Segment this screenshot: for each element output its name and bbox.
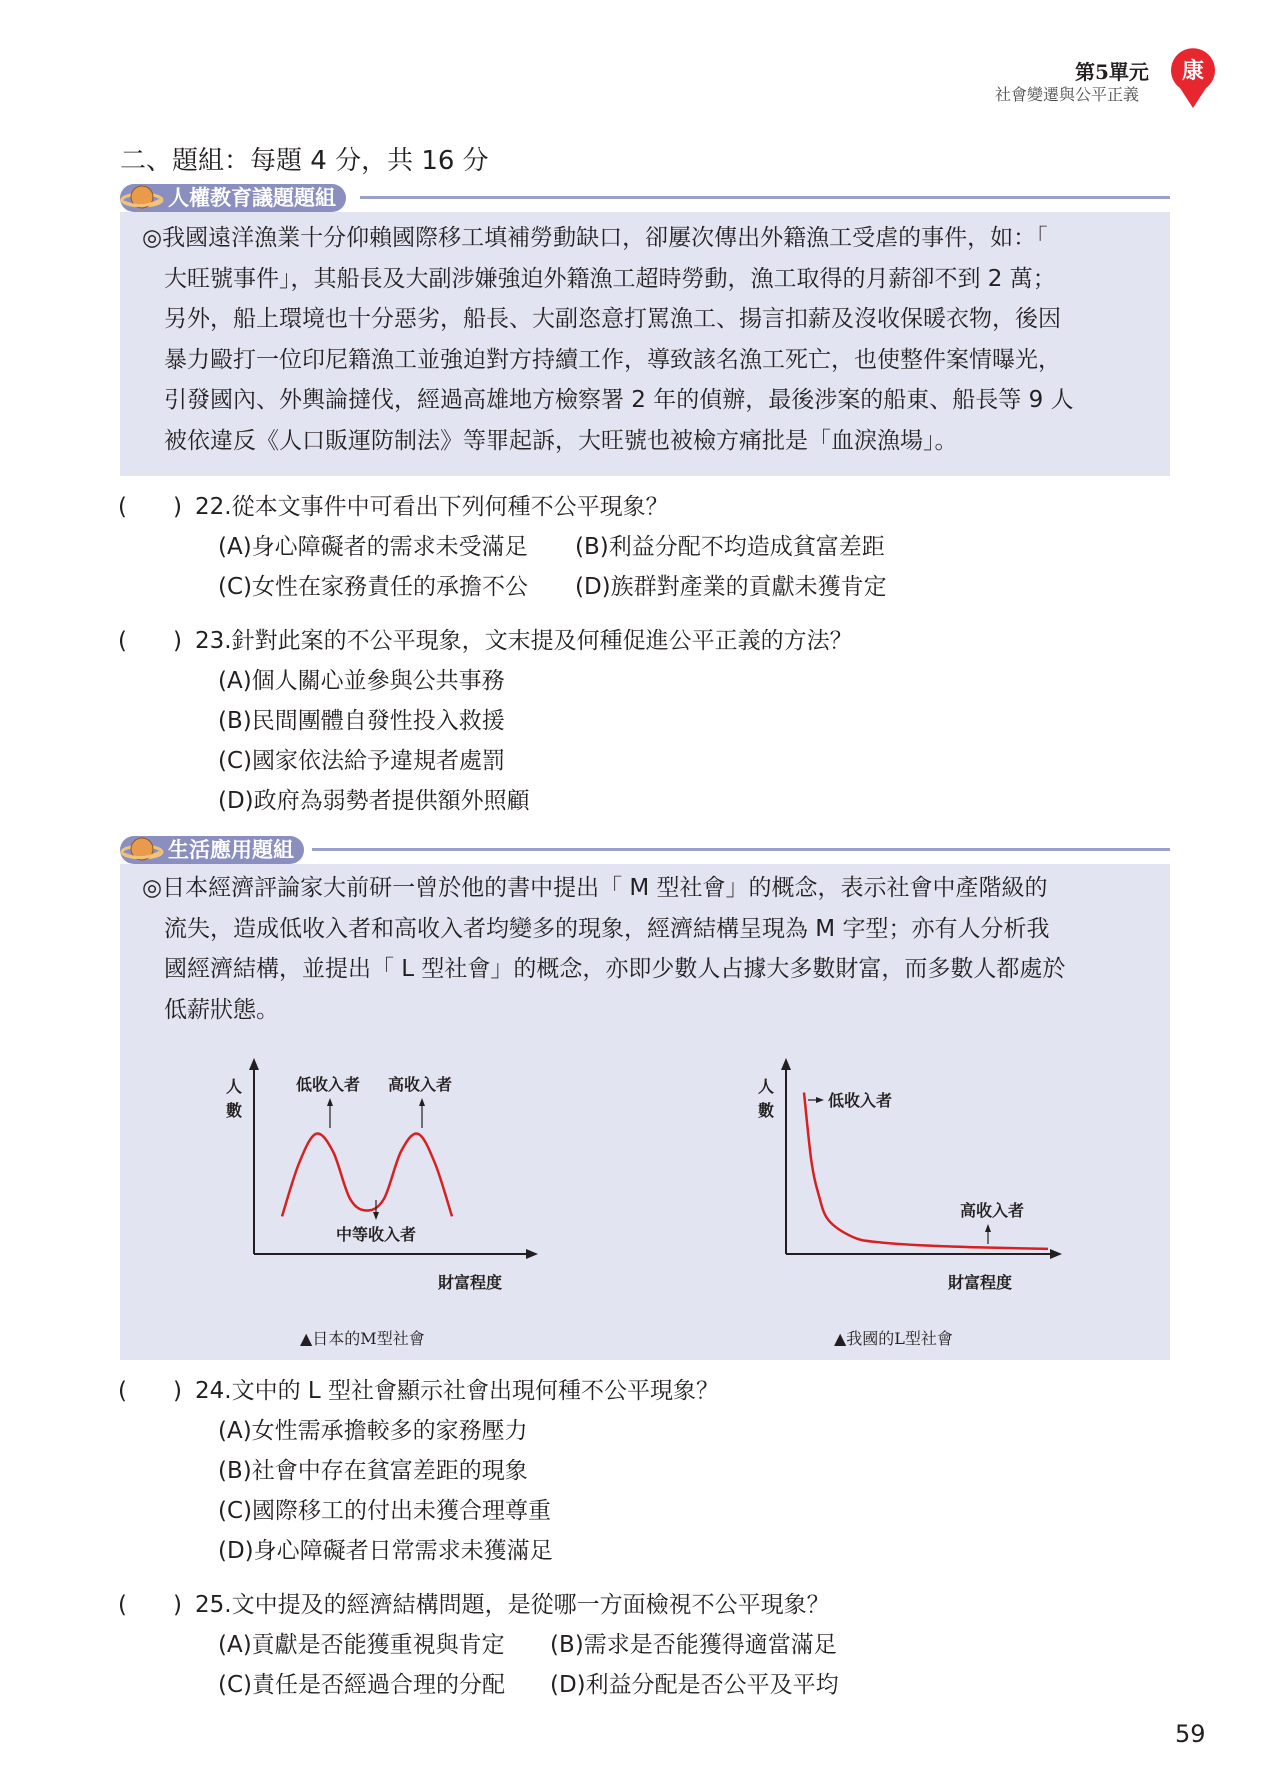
- y-axis-label-1: 人: [758, 1077, 775, 1096]
- question-24: 24.文中的 L 型社會顯示社會出現何種不公平現象？: [195, 1378, 720, 1404]
- arrow-high-head: [985, 1224, 991, 1232]
- question-22: 22.從本文事件中可看出下列何種不公平現象？: [195, 494, 669, 520]
- option-24c[interactable]: (C)國際移工的付出未獲合理尊重: [218, 1498, 552, 1524]
- x-axis-label: 財富程度: [438, 1273, 503, 1292]
- y-axis-arrow: [781, 1058, 791, 1070]
- option-22a[interactable]: (A)身心障礙者的需求未受滿足: [218, 534, 528, 560]
- passage-line: ◎我國遠洋漁業十分仰賴國際移工填補勞動缺口，卻屢次傳出外籍漁工受虐的事件，如：「: [142, 225, 1048, 251]
- badge-text: 康: [1181, 59, 1205, 84]
- page-number: 59: [1175, 1720, 1206, 1748]
- option-24d[interactable]: (D)身心障礙者日常需求未獲滿足: [218, 1538, 553, 1564]
- chart-caption-l: ▲我國的L型社會: [834, 1329, 953, 1348]
- option-22b[interactable]: (B)利益分配不均造成貧富差距: [575, 534, 885, 560]
- x-axis-arrow: [526, 1249, 538, 1259]
- group2-passage-panel: [120, 864, 1170, 1360]
- option-25a[interactable]: (A)貢獻是否能獲重視與肯定: [218, 1632, 505, 1658]
- group1-divider: [360, 196, 1170, 199]
- passage-line: ◎日本經濟評論家大前研一曾於他的書中提出「 M 型社會」的概念，表示社會中產階級的: [142, 875, 1048, 901]
- y-axis-label-2: 數: [226, 1101, 243, 1120]
- annotation-high-income: 高收入者: [388, 1075, 453, 1094]
- y-axis-label-1: 人: [226, 1077, 243, 1096]
- passage-line: 另外，船上環境也十分惡劣，船長、大副恣意打罵漁工、揚言扣薪及沒收保暖衣物，後因: [164, 306, 1061, 332]
- annotation-low-income: 低收入者: [296, 1075, 361, 1094]
- answer-blank-24[interactable]: ( ): [118, 1378, 182, 1404]
- passage-line: 低薪狀態。: [164, 996, 279, 1023]
- option-25c[interactable]: (C)責任是否經過合理的分配: [218, 1672, 506, 1698]
- option-23b[interactable]: (B)民間團體自發性投入救援: [218, 708, 505, 734]
- x-axis-arrow: [1050, 1249, 1062, 1259]
- passage-line: 國經濟結構，並提出「 L 型社會」的概念，亦即少數人占據大多數財富，而多數人都處於: [164, 956, 1066, 982]
- option-23c[interactable]: (C)國家依法給予違規者處罰: [218, 748, 506, 774]
- group1-label: 人權教育議題題組: [120, 184, 346, 212]
- option-24b[interactable]: (B)社會中存在貧富差距的現象: [218, 1458, 528, 1484]
- arrow-low-head: [816, 1097, 824, 1103]
- annotation-mid-income: 中等收入者: [336, 1225, 417, 1244]
- passage-line: 暴力毆打一位印尼籍漁工並強迫對方持續工作，導致該名漁工死亡，也使整件案情曝光，: [164, 346, 1061, 373]
- answer-blank-23[interactable]: ( ): [118, 628, 182, 654]
- y-axis-arrow: [249, 1058, 259, 1070]
- passage-line: 引發國內、外輿論撻伐，經過高雄地方檢察署 2 年的偵辦，最後涉案的船東、船長等 9 人: [164, 387, 1074, 413]
- option-22d[interactable]: (D)族群對產業的貢獻未獲肯定: [575, 574, 887, 600]
- option-24a[interactable]: (A)女性需承擔較多的家務壓力: [218, 1418, 528, 1444]
- passage-line: 大旺號事件」，其船長及大副涉嫌強迫外籍漁工超時勞動，漁工取得的月薪卻不到 2 萬；: [164, 265, 1056, 292]
- group2-divider: [312, 848, 1170, 851]
- unit-title: 第5單元: [1075, 60, 1149, 84]
- m-society-chart: [220, 1054, 560, 1314]
- annotation-low-income: 低收入者: [828, 1091, 893, 1110]
- arrow-low-head: [327, 1098, 333, 1106]
- question-23: 23.針對此案的不公平現象，文末提及何種促進公平正義的方法？: [195, 628, 853, 654]
- unit-subtitle: 社會變遷與公平正義: [995, 85, 1140, 104]
- question-25: 25.文中提及的經濟結構問題，是從哪一方面檢視不公平現象？: [195, 1592, 830, 1618]
- option-23d[interactable]: (D)政府為弱勢者提供額外照顧: [218, 788, 530, 814]
- l-society-chart: [752, 1054, 1092, 1314]
- planet-icon: [120, 832, 164, 868]
- planet-icon: [120, 180, 164, 216]
- l-curve: [804, 1093, 1048, 1249]
- option-23a[interactable]: (A)個人關心並參與公共事務: [218, 668, 505, 694]
- annotation-high-income: 高收入者: [960, 1201, 1025, 1220]
- x-axis-label: 財富程度: [948, 1273, 1013, 1292]
- section-title: 二、題組：每題 4 分，共 16 分: [120, 146, 489, 176]
- option-22c[interactable]: (C)女性在家務責任的承擔不公: [218, 574, 529, 600]
- arrow-mid-head: [373, 1212, 379, 1220]
- option-25b[interactable]: (B)需求是否能獲得適當滿足: [550, 1632, 837, 1658]
- publisher-badge-icon: [1168, 46, 1218, 110]
- group2-passage: [142, 868, 1065, 1030]
- group2-label: 生活應用題組: [120, 836, 304, 864]
- passage-line: 流失，造成低收入者和高收入者均變多的現象，經濟結構呈現為 M 字型；亦有人分析我: [164, 915, 1050, 942]
- y-axis-label-2: 數: [758, 1101, 775, 1120]
- arrow-high-head: [419, 1098, 425, 1106]
- option-25d[interactable]: (D)利益分配是否公平及平均: [550, 1672, 839, 1698]
- group1-passage-panel: [120, 212, 1170, 476]
- m-curve: [282, 1134, 452, 1217]
- answer-blank-25[interactable]: ( ): [118, 1592, 182, 1618]
- group1-passage: [142, 218, 1074, 461]
- answer-blank-22[interactable]: ( ): [118, 494, 182, 520]
- chart-caption-m: ▲日本的M型社會: [300, 1329, 425, 1348]
- passage-line: 被依違反《人口販運防制法》等罪起訴，大旺號也被檢方痛批是「血淚漁場」。: [164, 427, 958, 454]
